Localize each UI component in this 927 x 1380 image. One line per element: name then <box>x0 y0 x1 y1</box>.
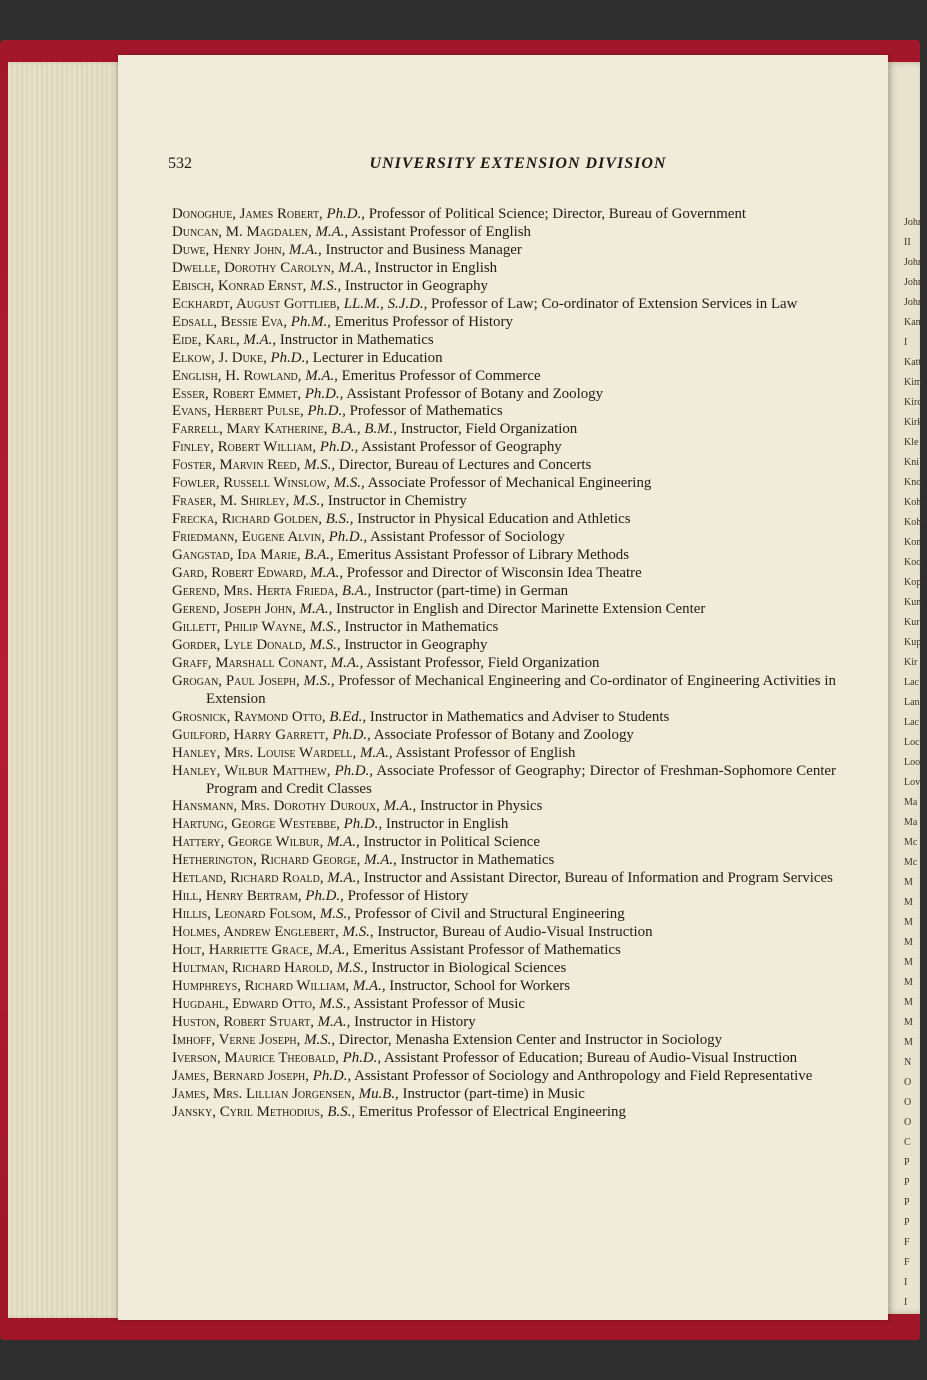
faculty-title: Assistant Professor of Botany and Zoology <box>346 385 604 402</box>
faculty-entry <box>172 278 836 296</box>
next-page-fragment: P <box>904 1177 910 1188</box>
next-page-fragment: N <box>904 1057 912 1068</box>
faculty-entry <box>172 1068 836 1086</box>
faculty-title: Director, Bureau of Lectures and Concerts <box>338 457 592 474</box>
next-page-fragment: Kam <box>904 317 924 328</box>
faculty-name: James, Bernard Joseph, <box>172 1067 309 1084</box>
next-page-fragment: Kun <box>904 597 922 608</box>
faculty-degree: B.S., <box>325 511 354 528</box>
next-page-fragment: Johns <box>904 277 927 288</box>
faculty-title: Director, Menasha Extension Center and Instructor in Sociology <box>338 1031 723 1048</box>
faculty-title: Professor of Mechanical Engineering and Co-ordinator of Engineering Activities in Extension <box>206 672 836 707</box>
next-page-fragment: Kohl <box>904 517 924 528</box>
faculty-title: Associate Professor of Geography; Director of Freshman-Sophomore Center Program and Credit Classes <box>206 762 836 797</box>
faculty-title: Emeritus Professor of Electrical Engineering <box>358 1103 626 1120</box>
faculty-title: Instructor in English <box>385 816 509 833</box>
faculty-degree: Ph.D., <box>328 529 368 546</box>
faculty-title: Instructor in Physical Education and Athletics <box>357 511 631 528</box>
faculty-entry <box>172 709 836 727</box>
next-page-fragment: P <box>904 1217 910 1228</box>
faculty-entry <box>172 350 836 368</box>
next-page-fragment: M <box>904 877 913 888</box>
faculty-degree: Ph.D., <box>326 206 365 222</box>
next-page-fragment: M <box>904 957 913 968</box>
faculty-degree: M.S., <box>342 924 374 941</box>
faculty-name: Hetland, Richard Roald, <box>172 870 324 887</box>
faculty-title: Professor of History <box>347 888 469 905</box>
faculty-name: Frecka, Richard Golden, <box>172 511 322 528</box>
faculty-entry <box>172 296 836 314</box>
faculty-degree: M.A., <box>315 223 349 240</box>
faculty-entry <box>172 475 836 493</box>
faculty-entry <box>172 1086 836 1104</box>
faculty-name: Elkow, J. Duke, <box>172 349 267 366</box>
next-page-fragment: M <box>904 1037 913 1048</box>
next-page-fragment: Mc <box>904 857 918 868</box>
faculty-degree: M.S., <box>309 618 341 635</box>
faculty-degree: M.A., <box>299 600 333 617</box>
faculty-title: Associate Professor of Botany and Zoology <box>373 726 634 743</box>
faculty-name: Gard, Robert Edward, <box>172 565 307 582</box>
faculty-degree: B.A., <box>341 583 372 600</box>
faculty-name: Duwe, Henry John, <box>172 241 286 258</box>
faculty-degree: M.A., <box>316 942 350 959</box>
faculty-name: Foster, Marvin Reed, <box>172 457 301 474</box>
faculty-degree: M.S., <box>333 475 365 492</box>
faculty-entry <box>172 368 836 386</box>
next-page-fragment: Johns <box>904 217 927 228</box>
next-page-fragment: M <box>904 997 913 1008</box>
faculty-degree: Ph.M., <box>290 313 331 330</box>
faculty-degree: B.A., <box>304 547 334 564</box>
faculty-title: Emeritus Professor of History <box>334 313 513 330</box>
faculty-degree: M.A., <box>243 331 277 348</box>
faculty-name: Holmes, Andrew Englebert, <box>172 924 339 941</box>
faculty-entry <box>172 798 836 816</box>
faculty-title: Emeritus Professor of Commerce <box>341 367 541 384</box>
faculty-degree: B.S., <box>327 1103 356 1120</box>
faculty-title: Instructor (part-time) in Music <box>402 1085 585 1102</box>
faculty-degree: M.S., <box>304 457 336 474</box>
faculty-entry <box>172 906 836 924</box>
faculty-entry <box>172 583 836 601</box>
faculty-degree: M.S., <box>319 906 351 923</box>
next-page-fragment: Lov <box>904 777 921 788</box>
faculty-name: Graff, Marshall Conant, <box>172 654 327 671</box>
faculty-degree: Mu.B., <box>358 1085 399 1102</box>
faculty-name: Jansky, Cyril Methodius, <box>172 1103 324 1120</box>
faculty-degree: B.Ed., <box>329 708 367 725</box>
faculty-entry <box>172 924 836 942</box>
next-page-fragment: I <box>904 1297 908 1308</box>
faculty-name: Guilford, Harry Garrett, <box>172 726 329 743</box>
faculty-name: Hetherington, Richard George, <box>172 852 361 869</box>
faculty-entry <box>172 942 836 960</box>
faculty-entry <box>172 1050 836 1068</box>
faculty-entry <box>172 224 836 242</box>
faculty-entry <box>172 852 836 870</box>
faculty-degree: M.S., <box>309 636 341 653</box>
faculty-degree: M.A., <box>310 565 344 582</box>
faculty-entry <box>172 637 836 655</box>
next-page-fragment: Koo <box>904 557 922 568</box>
faculty-entry <box>172 242 836 260</box>
faculty-degree: M.S., <box>304 1031 336 1048</box>
faculty-entry <box>172 888 836 906</box>
next-page-fragment: Lac <box>904 717 919 728</box>
running-head: UNIVERSITY EXTENSION DIVISION <box>369 155 667 172</box>
faculty-title: Instructor in Chemistry <box>327 493 467 510</box>
faculty-entry <box>172 816 836 834</box>
faculty-degree: M.A., <box>289 241 322 258</box>
faculty-title: Instructor in Geography <box>344 636 488 653</box>
faculty-degree: M.A., <box>305 367 338 384</box>
next-page-fragment: Mc <box>904 837 918 848</box>
book-page <box>118 55 888 1320</box>
next-page-fragment: Kopi <box>904 577 924 588</box>
next-page-fragment: P <box>904 1197 910 1208</box>
faculty-title: Instructor (part-time) in German <box>375 583 569 600</box>
next-page-fragment: Kur <box>904 617 920 628</box>
faculty-degree: Ph.D., <box>307 403 346 420</box>
faculty-entry <box>172 547 836 565</box>
faculty-name: Huston, Robert Stuart, <box>172 1013 314 1030</box>
next-page-fragment: Kno <box>904 477 922 488</box>
faculty-degree: M.A., <box>327 834 360 851</box>
next-page-fragment: Kirk <box>904 417 923 428</box>
faculty-name: Hanley, Wilbur Matthew, <box>172 762 331 779</box>
faculty-name: Grogan, Paul Joseph, <box>172 672 300 689</box>
faculty-entry <box>172 332 836 350</box>
faculty-entry <box>172 314 836 332</box>
next-page-fragment: Kle <box>904 437 919 448</box>
faculty-degree: Ph.D., <box>312 1067 352 1084</box>
faculty-name: Iverson, Maurice Theobald, <box>172 1049 339 1066</box>
faculty-title: Assistant Professor of Music <box>353 995 525 1012</box>
next-page-fragment: Johns <box>904 297 927 308</box>
faculty-entry <box>172 457 836 475</box>
faculty-title: Instructor, School for Workers <box>389 977 571 994</box>
faculty-title: Instructor in Political Science <box>363 834 541 851</box>
faculty-degree: B.A., B.M., <box>331 421 397 438</box>
faculty-name: Hanley, Mrs. Louise Wardell, <box>172 744 357 761</box>
next-page-edge <box>888 62 927 1314</box>
next-page-fragment: Lan <box>904 697 920 708</box>
next-page-fragment: M <box>904 937 913 948</box>
faculty-name: Hillis, Leonard Folsom, <box>172 906 317 923</box>
faculty-title: Associate Professor of Mechanical Engineering <box>367 475 652 492</box>
faculty-degree: M.A., <box>317 1013 351 1030</box>
faculty-entry <box>172 511 836 529</box>
faculty-name: Ebisch, Konrad Ernst, <box>172 277 307 294</box>
faculty-degree: Ph.D., <box>342 1049 382 1066</box>
faculty-degree: M.A., <box>383 798 417 815</box>
faculty-name: Edsall, Bessie Eva, <box>172 313 288 330</box>
next-page-fragment: Kohl <box>904 497 924 508</box>
faculty-title: Assistant Professor of English <box>351 223 531 240</box>
faculty-entry <box>172 996 836 1014</box>
page-number: 532 <box>168 155 192 172</box>
faculty-name: Finley, Robert William, <box>172 439 317 456</box>
faculty-title: Instructor in Mathematics <box>279 331 434 348</box>
faculty-entry <box>172 727 836 745</box>
faculty-entry <box>172 403 836 421</box>
faculty-title: Instructor in Mathematics and Adviser to Students <box>369 708 670 725</box>
faculty-name: Duncan, M. Magdalen, <box>172 223 312 240</box>
faculty-title: Instructor in Biological Sciences <box>371 960 567 977</box>
faculty-name: Evans, Herbert Pulse, <box>172 403 304 420</box>
faculty-entry <box>172 673 836 709</box>
faculty-name: Gerend, Joseph John, <box>172 600 296 617</box>
next-page-fragment: I <box>904 1277 908 1288</box>
next-page-fragment: M <box>904 1017 913 1028</box>
faculty-title: Instructor in Physics <box>420 798 543 815</box>
faculty-degree: Ph.D., <box>343 816 383 833</box>
faculty-entry <box>172 421 836 439</box>
faculty-entry <box>172 529 836 547</box>
faculty-name: Hultman, Richard Harold, <box>172 960 333 977</box>
faculty-title: Emeritus Assistant Professor of Mathematics <box>352 942 621 959</box>
faculty-name: Farrell, Mary Katherine, <box>172 421 328 438</box>
faculty-degree: M.A., <box>338 259 371 276</box>
faculty-degree: M.A., <box>327 870 361 887</box>
faculty-degree: M.A., <box>359 744 393 761</box>
faculty-degree: Ph.D., <box>334 762 374 779</box>
next-page-fragment: Kon <box>904 537 922 548</box>
faculty-entry <box>172 655 836 673</box>
faculty-degree: M.S., <box>336 960 368 977</box>
faculty-name: Donoghue, James Robert, <box>172 206 323 222</box>
faculty-title: Assistant Professor of Geography <box>361 439 562 456</box>
faculty-entry <box>172 260 836 278</box>
faculty-name: Holt, Harriette Grace, <box>172 942 313 959</box>
faculty-name: Gillett, Philip Wayne, <box>172 618 306 635</box>
faculty-entry <box>172 1032 836 1050</box>
next-page-fragment: Ma <box>904 797 918 808</box>
faculty-title: Instructor and Business Manager <box>325 241 522 258</box>
faculty-degree: M.A., <box>364 852 397 869</box>
faculty-title: Assistant Professor of Sociology <box>370 529 565 546</box>
faculty-name: Hansmann, Mrs. Dorothy Duroux, <box>172 798 380 815</box>
faculty-name: Eckhardt, August Gottlieb, <box>172 295 340 312</box>
faculty-degree: M.S., <box>303 672 335 689</box>
faculty-entry <box>172 206 836 224</box>
faculty-name: Fraser, M. Shirley, <box>172 493 290 510</box>
faculty-title: Professor of Political Science; Director, Bureau of Government <box>368 206 747 222</box>
faculty-degree: Ph.D., <box>304 385 344 402</box>
faculty-title: Instructor, Field Organization <box>400 421 578 438</box>
next-page-fragment: Ma <box>904 817 918 828</box>
faculty-name: Hill, Henry Bertram, <box>172 888 302 905</box>
faculty-title: Professor and Director of Wisconsin Idea Theatre <box>346 565 642 582</box>
next-page-fragment: Loc <box>904 737 920 748</box>
next-page-fragment: Loo <box>904 757 921 768</box>
faculty-name: Hattery, George Wilbur, <box>172 834 324 851</box>
next-page-fragment: O <box>904 1117 912 1128</box>
faculty-title: Instructor in English <box>374 259 498 276</box>
faculty-degree: M.S., <box>319 995 351 1012</box>
faculty-entry <box>172 870 836 888</box>
next-page-fragment: O <box>904 1097 912 1108</box>
faculty-name: Fowler, Russell Winslow, <box>172 475 330 492</box>
faculty-title: Lecturer in Education <box>312 349 443 366</box>
faculty-entry <box>172 565 836 583</box>
faculty-name: Dwelle, Dorothy Carolyn, <box>172 259 335 276</box>
faculty-entry <box>172 619 836 637</box>
faculty-degree: M.A., <box>352 977 386 994</box>
faculty-entry <box>172 960 836 978</box>
page-edges <box>8 62 120 1318</box>
next-page-fragment: P <box>904 1157 910 1168</box>
next-page-fragment: Kir <box>904 657 918 668</box>
next-page-fragment: II <box>904 237 911 248</box>
faculty-name: Imhoff, Verne Joseph, <box>172 1031 301 1048</box>
next-page-fragment: Johns <box>904 257 927 268</box>
faculty-entry <box>172 386 836 404</box>
faculty-name: Friedmann, Eugene Alvin, <box>172 529 325 546</box>
faculty-name: Gangstad, Ida Marie, <box>172 547 301 564</box>
page-header <box>168 155 858 179</box>
next-page-fragment: Katt <box>904 357 922 368</box>
faculty-degree: M.S., <box>310 277 342 294</box>
faculty-title: Professor of Mathematics <box>349 403 503 420</box>
faculty-entry <box>172 601 836 619</box>
faculty-degree: Ph.D., <box>270 349 310 366</box>
next-page-fragment: M <box>904 897 913 908</box>
faculty-title: Instructor in Geography <box>344 277 488 294</box>
next-page-fragment: Kni <box>904 457 919 468</box>
faculty-title: Instructor, Bureau of Audio-Visual Instruction <box>377 924 653 941</box>
faculty-entry <box>172 978 836 996</box>
faculty-list <box>172 206 836 1122</box>
next-page-fragment: F <box>904 1237 910 1248</box>
faculty-degree: Ph.D., <box>305 888 344 905</box>
next-page-fragment: M <box>904 977 913 988</box>
faculty-name: Gerend, Mrs. Herta Frieda, <box>172 583 339 600</box>
faculty-title: Assistant Professor, Field Organization <box>366 654 600 671</box>
faculty-title: Instructor in Mathematics <box>400 852 555 869</box>
faculty-title: Instructor in English and Director Marinette Extension Center <box>336 600 706 617</box>
faculty-degree: M.S., <box>293 493 325 510</box>
faculty-name: Esser, Robert Emmet, <box>172 385 302 402</box>
faculty-entry <box>172 1104 836 1122</box>
next-page-fragment: Lac <box>904 677 919 688</box>
faculty-name: Eide, Karl, <box>172 331 240 348</box>
faculty-title: Assistant Professor of Education; Bureau of Audio-Visual Instruction <box>384 1049 798 1066</box>
next-page-fragment: O <box>904 1077 912 1088</box>
next-page-fragment: Kup <box>904 637 922 648</box>
faculty-name: Grosnick, Raymond Otto, <box>172 708 326 725</box>
next-page-fragment: Kim <box>904 377 922 388</box>
faculty-degree: Ph.D., <box>319 439 359 456</box>
faculty-name: Gorder, Lyle Donald, <box>172 636 306 653</box>
faculty-entry <box>172 439 836 457</box>
faculty-name: English, H. Rowland, <box>172 367 302 384</box>
faculty-degree: Ph.D., <box>332 726 371 743</box>
faculty-entry <box>172 745 836 763</box>
faculty-title: Instructor and Assistant Director, Bureau of Information and Program Services <box>363 870 833 887</box>
faculty-name: James, Mrs. Lillian Jorgensen, <box>172 1085 355 1102</box>
faculty-title: Assistant Professor of English <box>395 744 576 761</box>
faculty-name: Hugdahl, Edward Otto, <box>172 995 316 1012</box>
faculty-degree: M.A., <box>330 654 364 671</box>
next-page-fragment: F <box>904 1257 910 1268</box>
faculty-entry <box>172 834 836 852</box>
faculty-title: Instructor in History <box>354 1013 476 1030</box>
faculty-title: Assistant Professor of Sociology and Anthropology and Field Representative <box>354 1067 813 1084</box>
faculty-title: Professor of Law; Co-ordinator of Extension Services in Law <box>431 295 798 312</box>
faculty-entry <box>172 493 836 511</box>
faculty-title: Instructor in Mathematics <box>344 618 499 635</box>
faculty-degree: LL.M., S.J.D., <box>343 295 428 312</box>
faculty-name: Hartung, George Westebbe, <box>172 816 340 833</box>
faculty-title: Professor of Civil and Structural Engineering <box>354 906 625 923</box>
faculty-name: Humphreys, Richard William, <box>172 977 350 994</box>
next-page-fragment: I <box>904 337 908 348</box>
faculty-entry <box>172 1014 836 1032</box>
faculty-title: Emeritus Assistant Professor of Library Methods <box>337 547 630 564</box>
faculty-entry <box>172 763 836 799</box>
next-page-fragment: Kirc <box>904 397 922 408</box>
next-page-fragment: M <box>904 917 913 928</box>
next-page-fragment: C <box>904 1137 911 1148</box>
